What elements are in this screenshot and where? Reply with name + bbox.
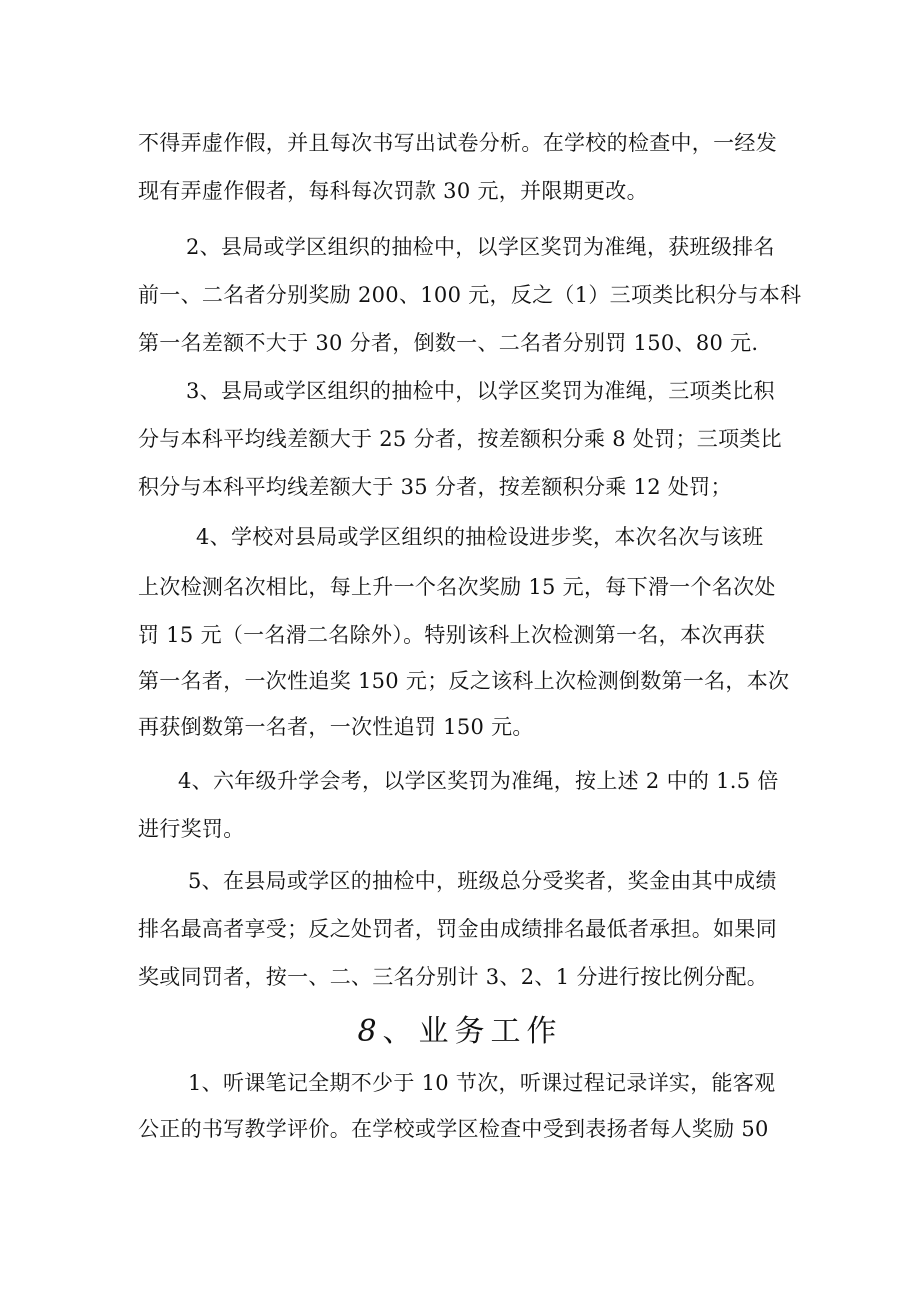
paragraph-line: 4、六年级升学会考，以学区奖罚为准绳，按上述 2 中的 1.5 倍 [178,769,779,793]
paragraph-line: 上次检测名次相比，每上升一个名次奖励 15 元，每下滑一个名次处 [138,575,776,599]
paragraph-line: 排名最高者享受；反之处罚者，罚金由成绩排名最低者承担。如果同 [138,917,777,941]
paragraph-line: 第一名差额不大于 30 分者，倒数一、二名者分别罚 150、80 元. [138,331,759,355]
paragraph-line: 公正的书写教学评价。在学校或学区检查中受到表扬者每人奖励 50 [138,1117,769,1141]
paragraph-line: 罚 15 元（一名滑二名除外）。特别该科上次检测第一名，本次再获 [138,623,766,647]
section-title: 、业务工作 [382,1014,563,1049]
paragraph-line: 分与本科平均线差额大于 25 分者，按差额积分乘 8 处罚；三项类比 [138,427,782,451]
paragraph-line: 5、在县局或学区的抽检中，班级总分受奖者，奖金由其中成绩 [188,869,777,893]
paragraph-line: 再获倒数第一名者，一次性追罚 150 元。 [138,715,534,739]
paragraph-line: 积分与本科平均线差额大于 35 分者，按差额积分乘 12 处罚； [138,475,732,499]
paragraph-line: 现有弄虚作假者，每科每次罚款 30 元，并限期更改。 [138,179,648,203]
paragraph-line: 不得弄虚作假，并且每次书写出试卷分析。在学校的检查中，一经发 [138,131,777,155]
paragraph-line: 1、听课笔记全期不少于 10 节次，听课过程记录详实，能客观 [188,1071,776,1095]
paragraph-line: 3、县局或学区组织的抽检中，以学区奖罚为准绳，三项类比积 [186,379,775,403]
paragraph-line: 进行奖罚。 [138,817,245,841]
section-number: 8 [357,1014,383,1049]
paragraph-line: 前一、二名者分别奖励 200、100 元，反之（1）三项类比积分与本科 [138,283,802,307]
paragraph-line: 4、学校对县局或学区组织的抽检设进步奖，本次名次与该班 [196,525,764,549]
section-heading [0,1012,920,1052]
paragraph-line: 第一名者，一次性追奖 150 元；反之该科上次检测倒数第一名，本次 [138,669,790,693]
paragraph-line: 2、县局或学区组织的抽检中，以学区奖罚为准绳，获班级排名 [186,235,775,259]
paragraph-line: 奖或同罚者，按一、二、三名分别计 3、2、1 分进行按比例分配。 [138,965,769,989]
